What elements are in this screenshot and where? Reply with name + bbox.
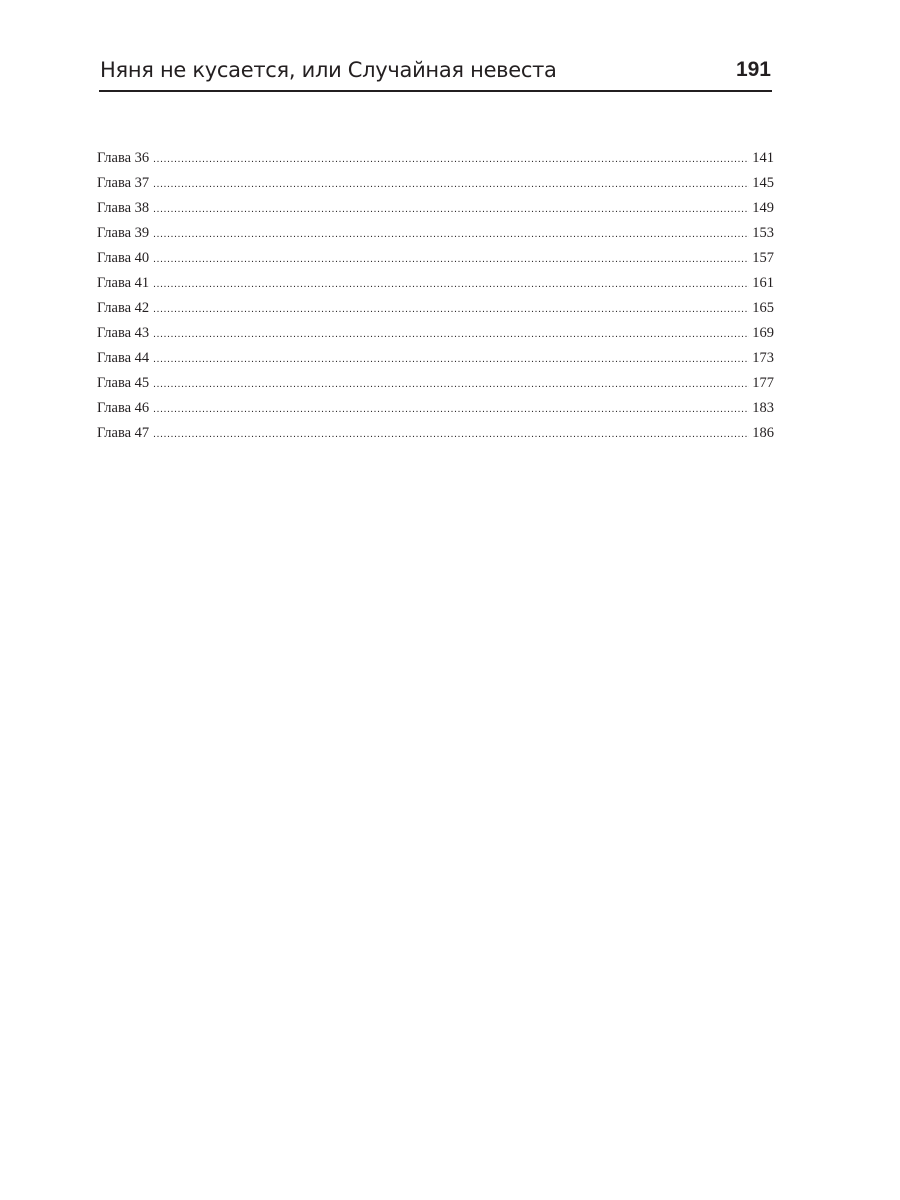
toc-dot-leader <box>153 147 749 172</box>
toc-dot-leader <box>153 422 749 447</box>
running-title: Няня не кусается, или Случайная невеста <box>100 58 557 82</box>
toc-dot-leader <box>153 272 749 297</box>
toc-dot-leader <box>153 372 749 397</box>
toc-entry-label: Глава 44 <box>97 350 150 366</box>
toc-entry-page: 165 <box>752 300 774 316</box>
toc-entry <box>97 396 774 421</box>
toc-entry-page: 169 <box>752 325 774 341</box>
toc-entry-label: Глава 42 <box>97 300 150 316</box>
toc-entry-page: 149 <box>752 200 774 216</box>
toc-entry-label: Глава 39 <box>97 225 150 241</box>
toc-entry-page: 157 <box>752 250 774 266</box>
toc-dot-leader <box>153 222 749 247</box>
toc-entry-page: 183 <box>752 400 774 416</box>
toc-entry-page: 173 <box>752 350 774 366</box>
toc-entry <box>97 196 774 221</box>
toc-entry-label: Глава 37 <box>97 175 150 191</box>
toc-entry-label: Глава 40 <box>97 250 150 266</box>
toc-dot-leader <box>153 347 749 372</box>
toc-entry-label: Глава 45 <box>97 375 150 391</box>
toc-entry-label: Глава 38 <box>97 200 150 216</box>
toc-entry-label: Глава 41 <box>97 275 150 291</box>
toc-entry <box>97 246 774 271</box>
page-header <box>99 56 772 92</box>
toc-entry <box>97 421 774 446</box>
toc-entry <box>97 346 774 371</box>
toc-dot-leader <box>153 397 749 422</box>
toc-entry <box>97 321 774 346</box>
table-of-contents <box>97 146 774 446</box>
toc-entry <box>97 271 774 296</box>
toc-entry-label: Глава 43 <box>97 325 150 341</box>
toc-dot-leader <box>153 247 749 272</box>
toc-entry-label: Глава 46 <box>97 400 150 416</box>
toc-dot-leader <box>153 172 749 197</box>
page-number: 191 <box>735 58 771 81</box>
toc-dot-leader <box>153 197 749 222</box>
toc-entry <box>97 296 774 321</box>
toc-entry-page: 161 <box>752 275 774 291</box>
toc-entry <box>97 171 774 196</box>
toc-entry-label: Глава 47 <box>97 425 150 441</box>
toc-entry <box>97 146 774 171</box>
toc-entry-label: Глава 36 <box>97 150 150 166</box>
toc-entry-page: 141 <box>752 150 774 166</box>
toc-entry <box>97 221 774 246</box>
toc-dot-leader <box>153 322 749 347</box>
toc-dot-leader <box>153 297 749 322</box>
toc-entry-page: 186 <box>752 425 774 441</box>
toc-entry-page: 153 <box>752 225 774 241</box>
toc-entry-page: 177 <box>752 375 774 391</box>
toc-entry <box>97 371 774 396</box>
toc-entry-page: 145 <box>752 175 774 191</box>
